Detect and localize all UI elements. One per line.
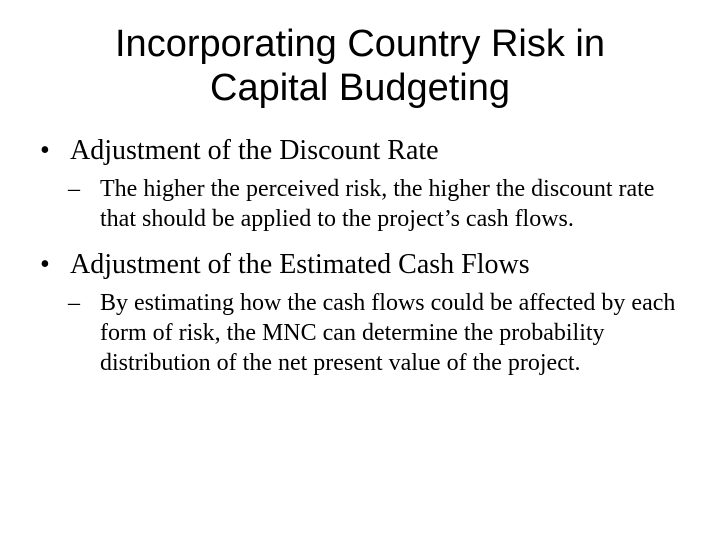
title-line-2: Capital Budgeting: [210, 67, 510, 109]
point-cash-flows: [40, 248, 690, 378]
sub-bullet-marker: –: [68, 290, 80, 316]
point-discount-rate: [40, 134, 690, 234]
sub-bullet-marker: –: [68, 176, 80, 202]
bullet-heading: Adjustment of the Discount Rate: [70, 135, 439, 166]
bullet-heading: Adjustment of the Estimated Cash Flows: [70, 249, 530, 280]
sub-bullet-item: [40, 174, 690, 234]
sub-bullet-text: By estimating how the cash flows could be affected by each form of risk, the MNC can determine the probability distribution of the net present value of the project.: [100, 290, 676, 376]
slide-title: [40, 22, 680, 110]
title-line-1: Incorporating Country Risk in: [115, 23, 605, 65]
slide-body: [40, 134, 690, 378]
sub-bullet-text: The higher the perceived risk, the higher the discount rate that should be applied to the project’s cash flows.: [100, 176, 655, 232]
bullet-marker: •: [40, 135, 50, 166]
bullet-marker: •: [40, 249, 50, 280]
bullet-item: [40, 134, 690, 168]
bullet-item: [40, 248, 690, 282]
sub-bullet-item: [40, 288, 690, 378]
